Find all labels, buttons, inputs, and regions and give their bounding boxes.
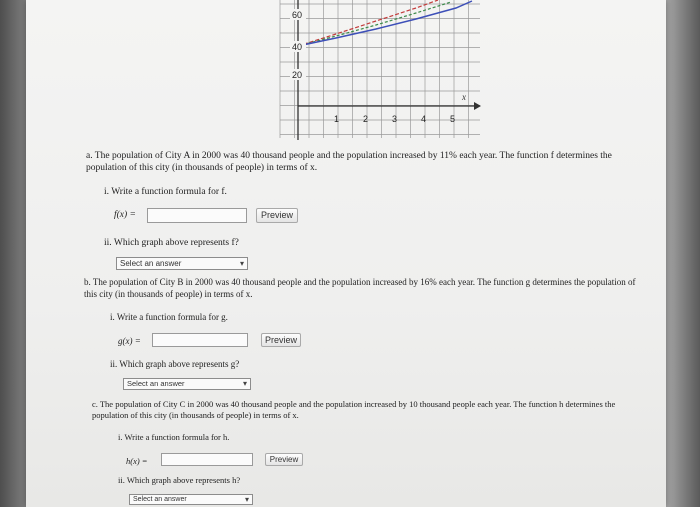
part-c-preview-button[interactable]: Preview <box>265 453 303 466</box>
part-a-func-label: f(x) = <box>114 210 136 220</box>
chevron-down-icon: ▾ <box>244 495 249 504</box>
part-a-sub-ii: ii. Which graph above represents f? <box>104 238 239 248</box>
graph-curve-red-dashed <box>298 0 438 46</box>
y-tick-label: 40 <box>292 42 303 52</box>
y-tick-label: 20 <box>292 70 303 80</box>
worksheet-page <box>26 0 666 507</box>
part-a-preview-button[interactable]: Preview <box>256 208 298 223</box>
part-a-sub-i: i. Write a function formula for f. <box>104 187 227 197</box>
part-a-prompt: a. The population of City A in 2000 was 40 thousand people and the population increased by 11% each year. The function f determines the population of this city (in thousands of people) in terms of x. <box>86 151 612 173</box>
x-axis-letter: x <box>462 92 466 102</box>
x-tick-label: 2 <box>363 114 369 124</box>
part-a-select-value: Select an answer <box>120 259 182 268</box>
part-a-answer-select[interactable] <box>116 257 248 270</box>
part-b-sub-i: i. Write a function formula for g. <box>110 312 228 322</box>
part-b-prompt: b. The population of City B in 2000 was 40 thousand people and the population increased by 16% each year. The function g determines the population of this city (in thousands of people) in terms of x. <box>84 277 636 299</box>
part-c-answer-select[interactable] <box>129 494 253 505</box>
graph-curve-green-dashed <box>298 2 451 46</box>
part-c-formula-input[interactable] <box>161 453 253 466</box>
part-c-select-value: Select an answer <box>133 496 187 503</box>
part-c-prompt: c. The population of City C in 2000 was 40 thousand people and the population increased by 10 thousand people each year. The function h determines the population of this city (in thousands of people) in terms of x. <box>92 399 616 420</box>
part-a-formula-input[interactable] <box>147 208 247 223</box>
part-c-sub-ii: ii. Which graph above represents h? <box>118 475 241 485</box>
part-b-sub-ii: ii. Which graph above represents g? <box>110 359 240 369</box>
part-b-preview-button[interactable]: Preview <box>261 333 301 347</box>
part-b-answer-select[interactable] <box>123 378 251 390</box>
chevron-down-icon: ▾ <box>242 379 247 388</box>
x-tick-label: 5 <box>450 114 456 124</box>
part-b-select-value: Select an answer <box>127 379 185 388</box>
part-c-func-label: h(x) = <box>126 456 148 466</box>
x-tick-label: 1 <box>334 114 340 124</box>
chevron-down-icon: ▾ <box>239 259 244 268</box>
y-tick-label: 60 <box>292 10 303 20</box>
x-tick-label: 3 <box>392 114 398 124</box>
part-b-formula-input[interactable] <box>152 333 248 347</box>
part-c-sub-i: i. Write a function formula for h. <box>118 432 230 442</box>
part-b-func-label: g(x) = <box>118 336 141 346</box>
function-graph <box>276 0 486 140</box>
x-axis-arrow <box>474 102 481 110</box>
x-tick-label: 4 <box>421 114 427 124</box>
